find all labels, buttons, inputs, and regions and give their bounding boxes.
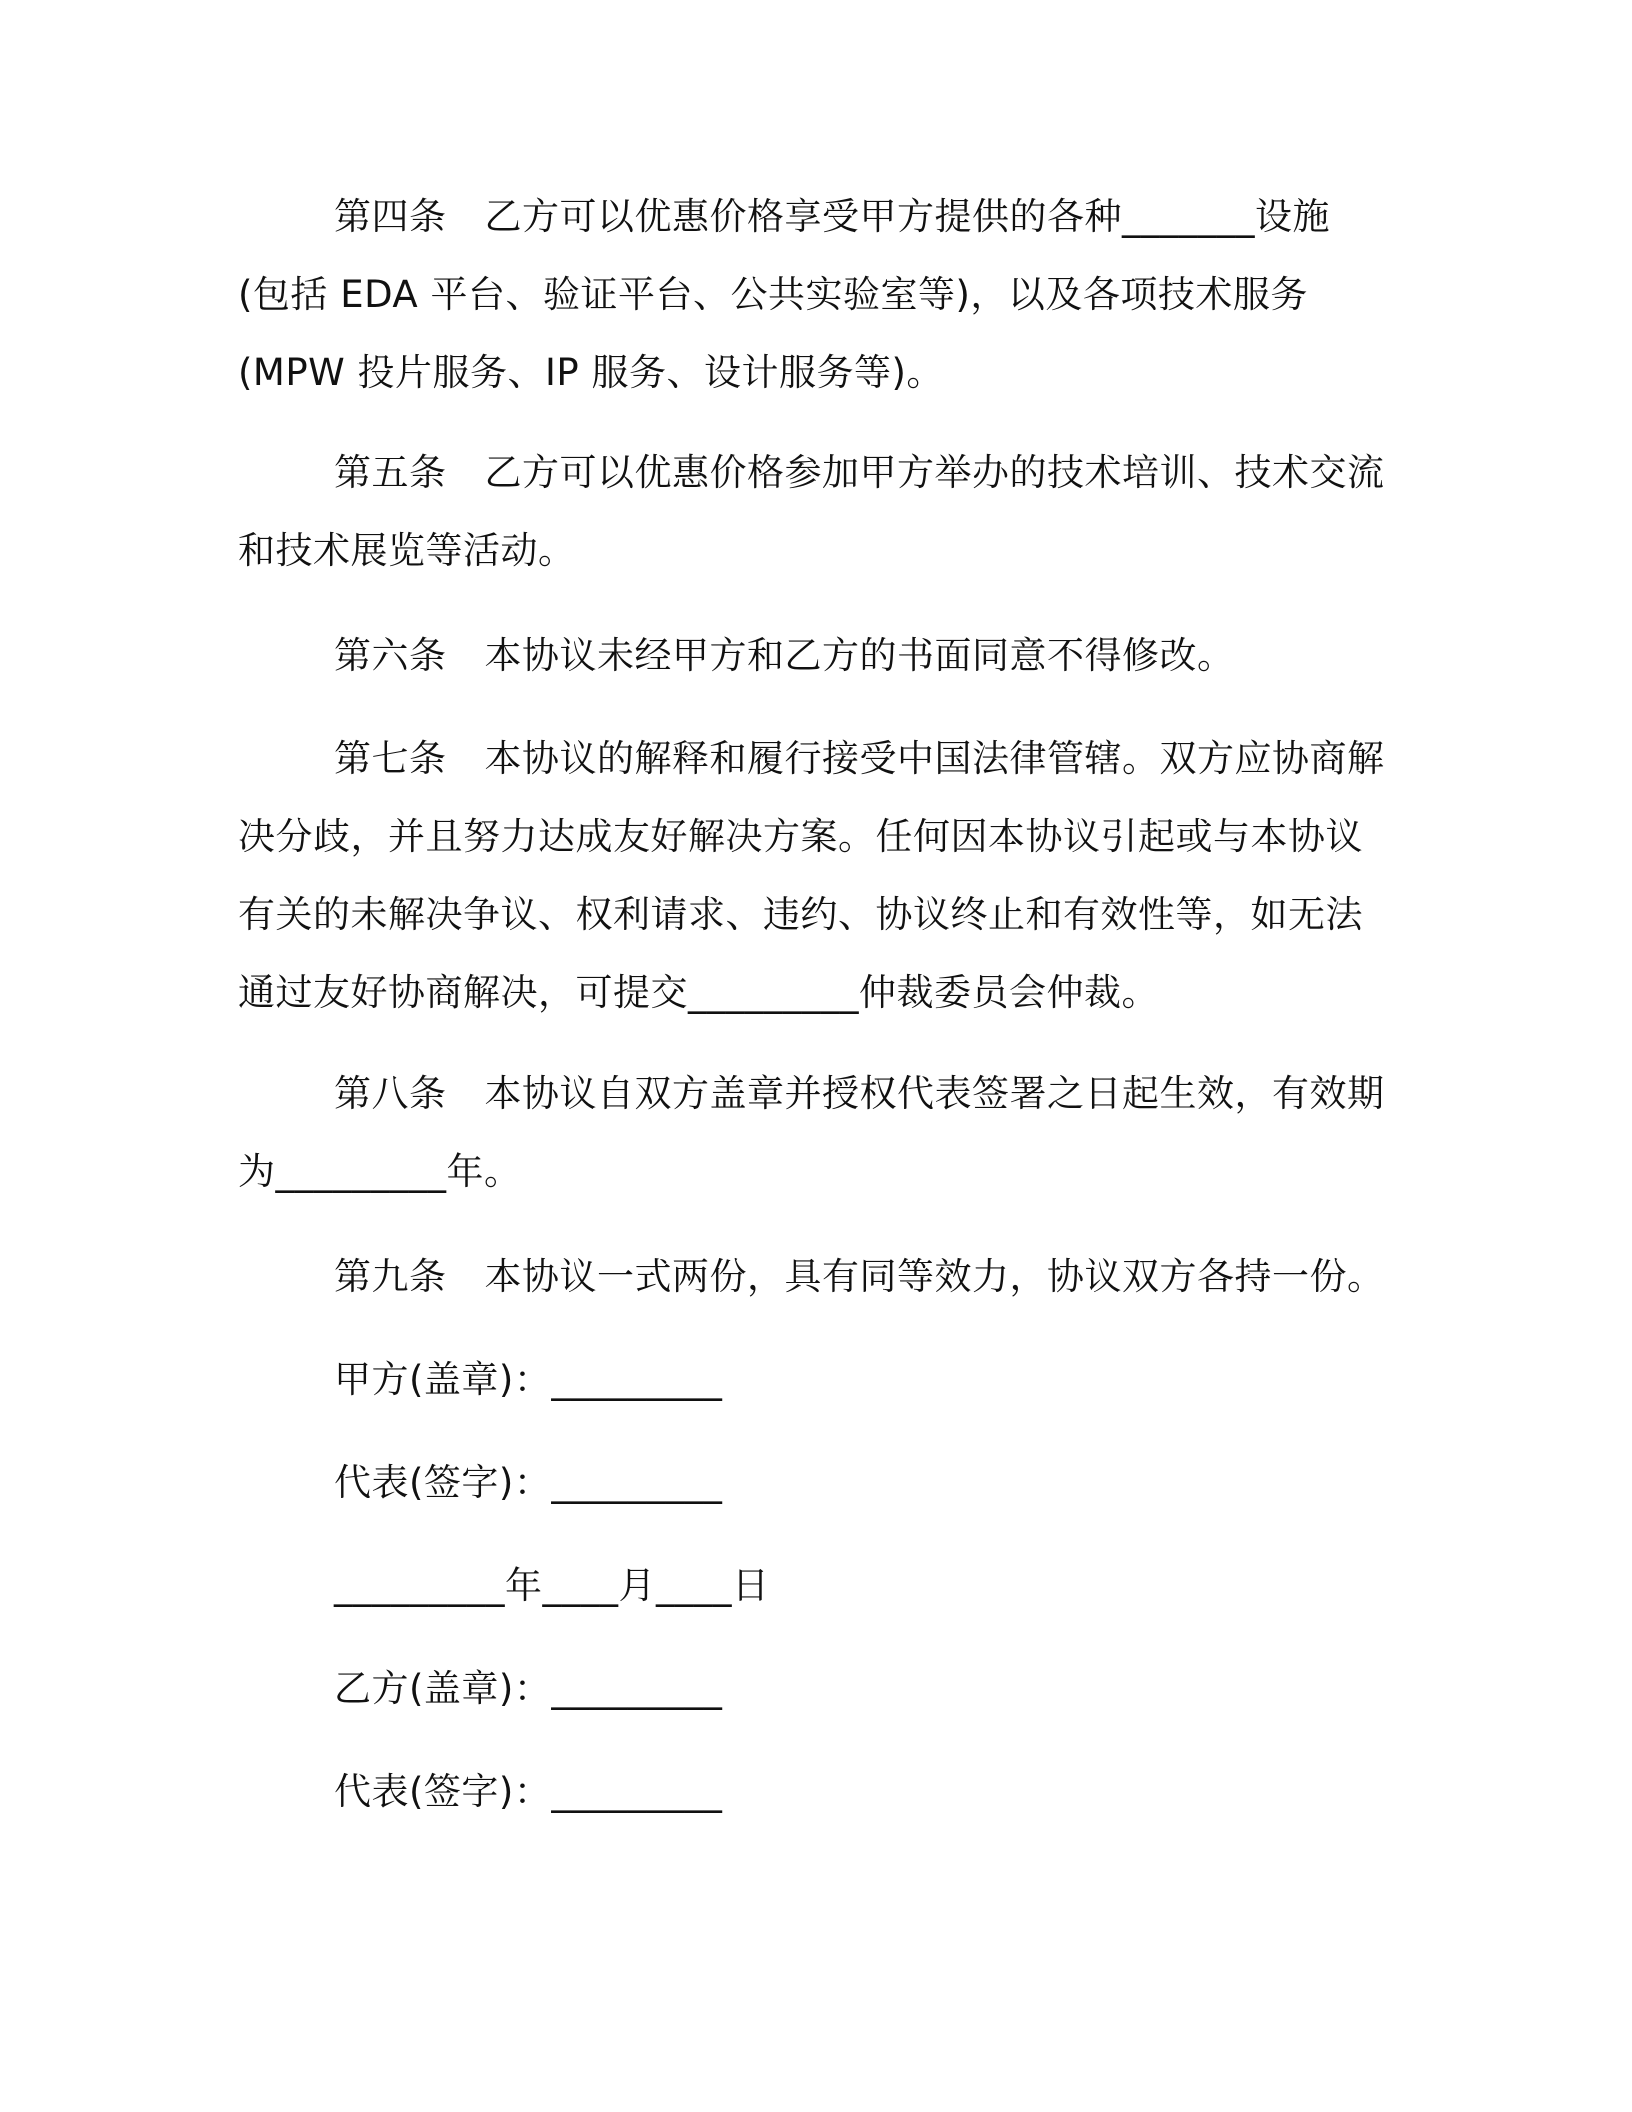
article-text-line: 决分歧，并且努力达成友好解决方案。任何因本协议引起或与本协议 <box>238 815 1363 858</box>
article-number: 第九条 <box>334 1255 447 1298</box>
party-b-representative-line: 代表(签字)：_________ <box>334 1770 723 1813</box>
date-line: _________年____月____日 <box>334 1564 770 1607</box>
article-text-line: 通过友好协商解决，可提交_________仲裁委员会仲裁。 <box>238 971 1159 1014</box>
article-text-line: 乙方可以优惠价格享受甲方提供的各种_______设施 <box>484 195 1330 238</box>
article-text-line: 乙方可以优惠价格参加甲方举办的技术培训、技术交流 <box>484 451 1385 494</box>
article-number: 第五条 <box>334 451 447 494</box>
article-7 <box>238 720 1385 1032</box>
article-6 <box>238 617 1378 695</box>
article-text-line: 为_________年。 <box>238 1150 522 1193</box>
article-text-line: 本协议未经甲方和乙方的书面同意不得修改。 <box>484 634 1235 677</box>
article-text-line: 本协议一式两份，具有同等效力，协议双方各持一份。 <box>484 1255 1385 1298</box>
article-number: 第六条 <box>334 634 447 677</box>
party-b-seal-line: 乙方(盖章)：_________ <box>334 1667 723 1710</box>
article-4 <box>238 178 1378 412</box>
party-a-seal-line: 甲方(盖章)：_________ <box>334 1358 723 1401</box>
article-text-line: 和技术展览等活动。 <box>238 529 576 572</box>
article-text-line: (MPW 投片服务、IP 服务、设计服务等)。 <box>238 351 944 394</box>
article-number: 第七条 <box>334 737 447 780</box>
article-text-line: 有关的未解决争议、权利请求、违约、协议终止和有效性等，如无法 <box>238 893 1363 936</box>
article-8 <box>238 1055 1385 1211</box>
article-number: 第四条 <box>334 195 447 238</box>
party-a-representative-line: 代表(签字)：_________ <box>334 1461 723 1504</box>
article-number: 第八条 <box>334 1072 447 1115</box>
article-text-line: (包括 EDA 平台、验证平台、公共实验室等)，以及各项技术服务 <box>238 273 1308 316</box>
article-text-line: 本协议自双方盖章并授权代表签署之日起生效，有效期 <box>484 1072 1385 1115</box>
article-5 <box>238 434 1385 590</box>
article-9 <box>238 1238 1385 1316</box>
article-text-line: 本协议的解释和履行接受中国法律管辖。双方应协商解 <box>484 737 1385 780</box>
